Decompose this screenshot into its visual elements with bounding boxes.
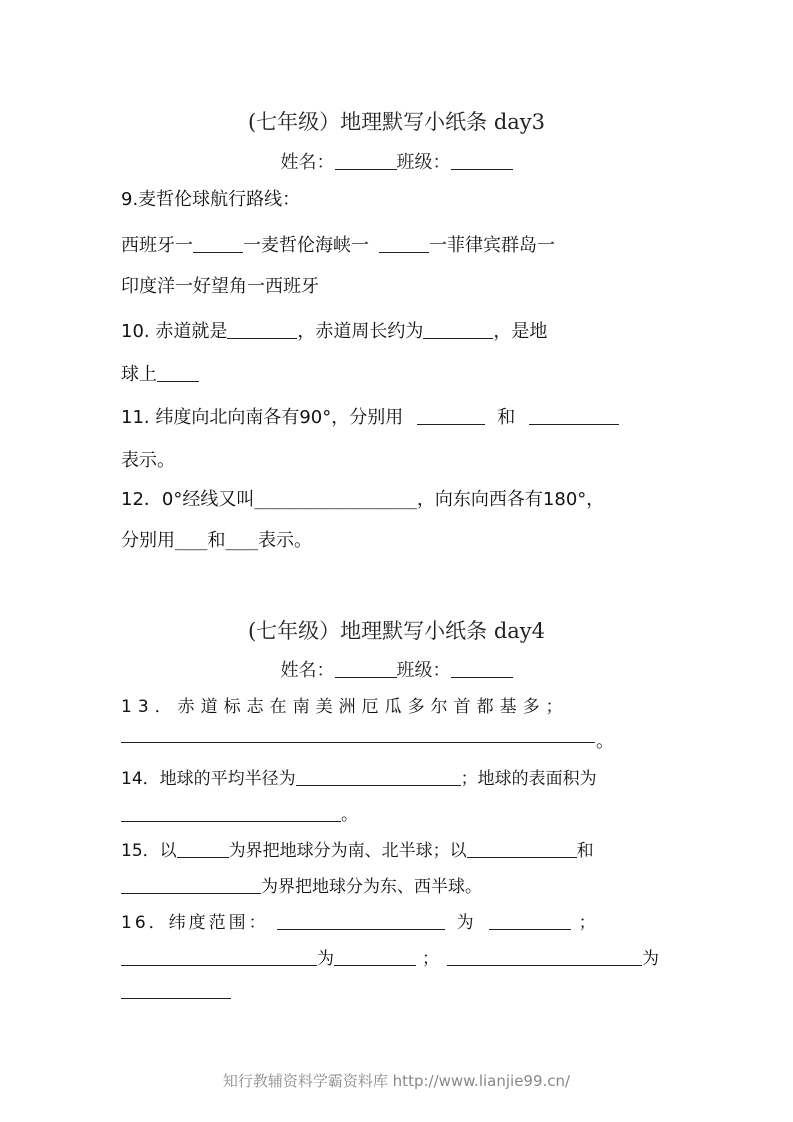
q9-text-a: 西班牙一 <box>121 235 193 256</box>
q10-blank-1[interactable] <box>227 337 297 339</box>
q15-blank-1[interactable] <box>177 856 229 858</box>
q10-blank-3[interactable] <box>157 380 199 382</box>
q16-text-c: ； <box>578 913 599 933</box>
q12-blank-3[interactable]: ___ <box>225 530 259 551</box>
q14-line2 <box>121 800 358 825</box>
q16-blank-6[interactable] <box>121 998 231 999</box>
q10-line1 <box>121 317 547 343</box>
q11-blank-2[interactable] <box>529 423 619 425</box>
q13-blank[interactable] <box>121 742 595 743</box>
q9-line1 <box>121 231 555 257</box>
day3-title: (七年级）地理默写小纸条 day3 <box>247 110 546 134</box>
q13-line1: 13．赤道标志在南美洲厄瓜多尔首都基多； <box>121 697 569 717</box>
q12-text-d: 分别用 <box>121 530 175 551</box>
q10-blank-2[interactable] <box>423 337 493 339</box>
day4-title: (七年级）地理默写小纸条 day4 <box>247 619 546 643</box>
q16-blank-2[interactable] <box>489 928 571 930</box>
q16-blank-4[interactable] <box>334 964 416 966</box>
q15-text-d: 为界把地球分为东、西半球。 <box>261 877 482 897</box>
class-label: 班级： <box>396 152 451 173</box>
q15-text-a: 15．以 <box>121 841 177 861</box>
q16-text-a: 16．纬度范围： <box>121 913 269 933</box>
q12-line2 <box>121 526 312 552</box>
q11-text-a: 11. 纬度向北向南各有90°，分别用 <box>121 407 404 428</box>
name-label: 姓名： <box>280 152 335 173</box>
class-blank[interactable] <box>451 168 513 170</box>
q15-line1 <box>121 836 594 861</box>
q12-text-a: 12．0°经线又叫 <box>121 489 255 510</box>
q16-blank-5[interactable] <box>447 964 642 966</box>
q10-line2 <box>121 360 199 386</box>
q11-text-b: 和 <box>497 407 516 428</box>
q9-line2: 印度洋一好望角一西班牙 <box>121 276 319 297</box>
q12-line1 <box>121 485 604 511</box>
q14-end: 。 <box>341 805 358 825</box>
footer-watermark: 知行教辅资料学霸资料库 http://www.lianjie99.cn/ <box>222 1072 571 1090</box>
day3-name-class-line <box>0 148 793 174</box>
q14-line1 <box>121 764 597 789</box>
q9-title: 9.麦哲伦球航行路线： <box>121 189 301 210</box>
q14-blank-2[interactable] <box>121 820 341 822</box>
q12-text-c: ，向东向西各有180°， <box>416 489 605 510</box>
q15-line2 <box>121 872 482 897</box>
q11-line2: 表示。 <box>121 450 175 471</box>
q10-text-a: 10. 赤道就是 <box>121 321 228 342</box>
q15-blank-3[interactable] <box>121 892 261 894</box>
q12-text-e: 和 <box>207 530 226 551</box>
q9-text-b: 一麦哲伦海峡一 <box>243 235 369 256</box>
q14-text-b: ；地球的表面积为 <box>460 769 597 789</box>
q15-blank-2[interactable] <box>467 856 577 858</box>
q12-blank-1[interactable]: _______________ <box>254 489 417 510</box>
name-label: 姓名： <box>280 660 335 681</box>
name-blank[interactable] <box>335 168 397 170</box>
q10-text-d: 球上 <box>121 364 157 385</box>
q16-line1 <box>121 908 599 933</box>
q16-text-d: 为 <box>317 949 334 969</box>
q11-line1 <box>121 403 619 429</box>
q10-text-c: ，是地 <box>493 321 548 342</box>
q16-text-f: 为 <box>642 949 659 969</box>
q14-text-a: 14．地球的平均半径为 <box>121 769 296 789</box>
q14-blank-1[interactable] <box>296 784 461 786</box>
q12-blank-2[interactable]: ___ <box>175 530 208 551</box>
q15-text-c: 和 <box>576 841 594 861</box>
class-blank[interactable] <box>451 676 513 678</box>
q11-blank-1[interactable] <box>417 423 485 425</box>
q16-blank-3[interactable] <box>121 964 317 966</box>
q9-text-c: 一菲律宾群岛一 <box>429 235 555 256</box>
class-label: 班级： <box>396 660 451 681</box>
q16-text-e: ； <box>422 949 439 969</box>
q15-text-b: 为界把地球分为南、北半球；以 <box>228 841 467 861</box>
q13-end: 。 <box>596 731 614 752</box>
q12-text-f: 表示。 <box>258 530 313 551</box>
q9-blank-2[interactable] <box>379 251 429 253</box>
q16-text-b: 为 <box>456 913 477 933</box>
q16-blank-1[interactable] <box>277 928 445 930</box>
q10-text-b: ，赤道周长约为 <box>297 321 424 342</box>
q16-line2 <box>121 944 659 969</box>
q9-blank-1[interactable] <box>193 251 243 253</box>
name-blank[interactable] <box>335 676 397 678</box>
day4-name-class-line <box>0 656 793 682</box>
